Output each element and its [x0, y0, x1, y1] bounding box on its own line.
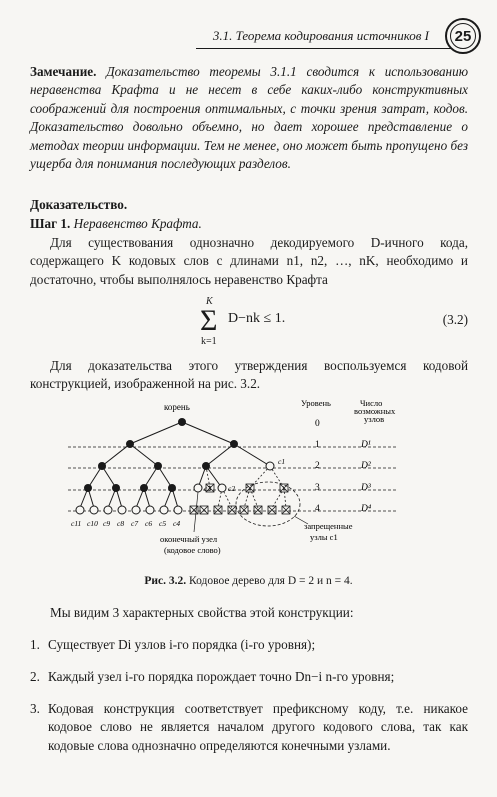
count-header-1: Число — [360, 398, 383, 408]
leaf-node — [104, 506, 112, 514]
proof-title: Доказательство. — [30, 197, 128, 212]
leaf-node — [118, 506, 126, 514]
count-level-3: D³ — [361, 483, 371, 493]
terminal-node-c3 — [194, 484, 202, 492]
leaf-label: c10 — [87, 519, 98, 528]
forbidden-label-2: узлы c1 — [310, 532, 338, 542]
count-header-2: возможных — [354, 406, 396, 416]
terminal-node-c1 — [266, 462, 274, 470]
terminal-pointer — [194, 492, 198, 532]
level-number-4: 4 — [315, 504, 320, 514]
remark-paragraph — [30, 63, 468, 173]
level-number-2: 2 — [315, 461, 320, 471]
list-text: Существует Di узлов i-го порядка (i-го уровня); — [48, 637, 316, 652]
leaf-label: c6 — [145, 519, 153, 528]
count-level-4: D⁴ — [361, 504, 372, 514]
tree-node — [230, 440, 238, 448]
remark-body: Доказательство теоремы 3.1.1 сводится к использованию неравенства Крафта и не несет в себе каких-либо конструктивных соображений для построения оптимальных, с точки зрения затрат, кодов. Доказательство довольно объемно, но дает хорошее представление о методах теории информации. Тем не менее, оно может быть пропущено без ущерба для понимания последующих разделов. — [30, 64, 468, 172]
leaf-label: c5 — [159, 519, 167, 528]
leaf-label: c4 — [173, 519, 181, 528]
caption-text: Кодовое дерево для D = 2 и n = 4. — [188, 575, 353, 587]
tree-node — [84, 484, 92, 492]
level-number-0: 0 — [315, 419, 320, 429]
step-name: Неравенство Крафта. — [73, 216, 202, 231]
figure-caption — [0, 575, 497, 587]
root-node — [178, 418, 186, 426]
root-label: корень — [164, 402, 190, 412]
tree-node — [98, 462, 106, 470]
level-number-3: 3 — [315, 483, 320, 493]
label-c2: c2 — [228, 484, 236, 493]
running-head: 3.1. Теорема кодирования источников I — [212, 28, 429, 43]
page-number-text: 25 — [454, 27, 472, 45]
code-tree-figure — [58, 394, 418, 574]
properties-intro: Мы видим 3 характерных свойства этой конструкции: — [50, 605, 354, 620]
level-number-1: 1 — [315, 440, 320, 450]
tree-edges — [80, 422, 270, 508]
kraft-formula — [180, 296, 380, 352]
list-number: 2. — [30, 669, 40, 684]
tree-node — [154, 462, 162, 470]
tree-node — [202, 462, 210, 470]
sum-sign: Σ — [200, 304, 218, 337]
tree-node — [126, 440, 134, 448]
step-label: Шаг 1. — [30, 216, 71, 231]
leaf-node — [76, 506, 84, 514]
label-c1: c1 — [278, 457, 286, 466]
equation-number: (3.2) — [442, 312, 468, 327]
leaf-node — [132, 506, 140, 514]
kraft-paragraph: Для существования однозначно декодируемого D-ичного кода, содержащего K кодовых слов с длинами n1, n2, …, nK, необходимо и достаточно, чтобы выполнялось неравенство Крафта — [30, 235, 468, 287]
level-header: Уровень — [301, 398, 331, 408]
leaf-label: c11 — [71, 519, 82, 528]
page-header — [0, 18, 497, 48]
leaf-label: c7 — [131, 519, 139, 528]
tree-node — [168, 484, 176, 492]
formula-body: D−nk ≤ 1. — [228, 311, 286, 326]
sum-lower-limit: k=1 — [201, 336, 217, 347]
sum-upper-limit: K — [206, 296, 213, 307]
page-number-ring — [450, 23, 476, 49]
count-level-2: D² — [361, 461, 371, 471]
leaf-node — [90, 506, 98, 514]
header-rule — [196, 48, 451, 49]
tree-node — [112, 484, 120, 492]
leaf-node — [174, 506, 182, 514]
leaf-label: c9 — [103, 519, 111, 528]
terminal-label-2: (кодовое слово) — [164, 545, 221, 555]
construction-paragraph: Для доказательства этого утверждения воспользуемся кодовой конструкцией, изображенной на рис. 3.2. — [30, 358, 468, 392]
caption-label: Рис. 3.2. — [144, 575, 187, 587]
label-c3: c3 — [204, 484, 212, 493]
leaf-node — [160, 506, 168, 514]
count-header-3: узлов — [364, 414, 385, 424]
terminal-node-c2 — [218, 484, 226, 492]
forbidden-label-1: запрещенные — [304, 521, 353, 531]
leaf-node — [146, 506, 154, 514]
terminal-label-1: оконечный узел — [160, 534, 218, 544]
list-text: Кодовая конструкция соответствует префиксному коду, т.е. никакое кодовое слово не является началом другого кодового слова, так как кодовые слова однозначно определяются конечными узлами. — [48, 701, 468, 753]
remark-lead: Замечание. — [30, 64, 97, 79]
list-number: 1. — [30, 637, 40, 652]
step-heading — [30, 215, 468, 233]
level-lines — [68, 447, 396, 511]
leaf-label: c8 — [117, 519, 125, 528]
list-text: Каждый узел i-го порядка порождает точно Dn−i n-го уровня; — [48, 669, 395, 684]
internal-nodes — [84, 418, 238, 492]
tree-node — [140, 484, 148, 492]
count-level-1: D¹ — [361, 440, 371, 450]
list-number: 3. — [30, 701, 40, 716]
